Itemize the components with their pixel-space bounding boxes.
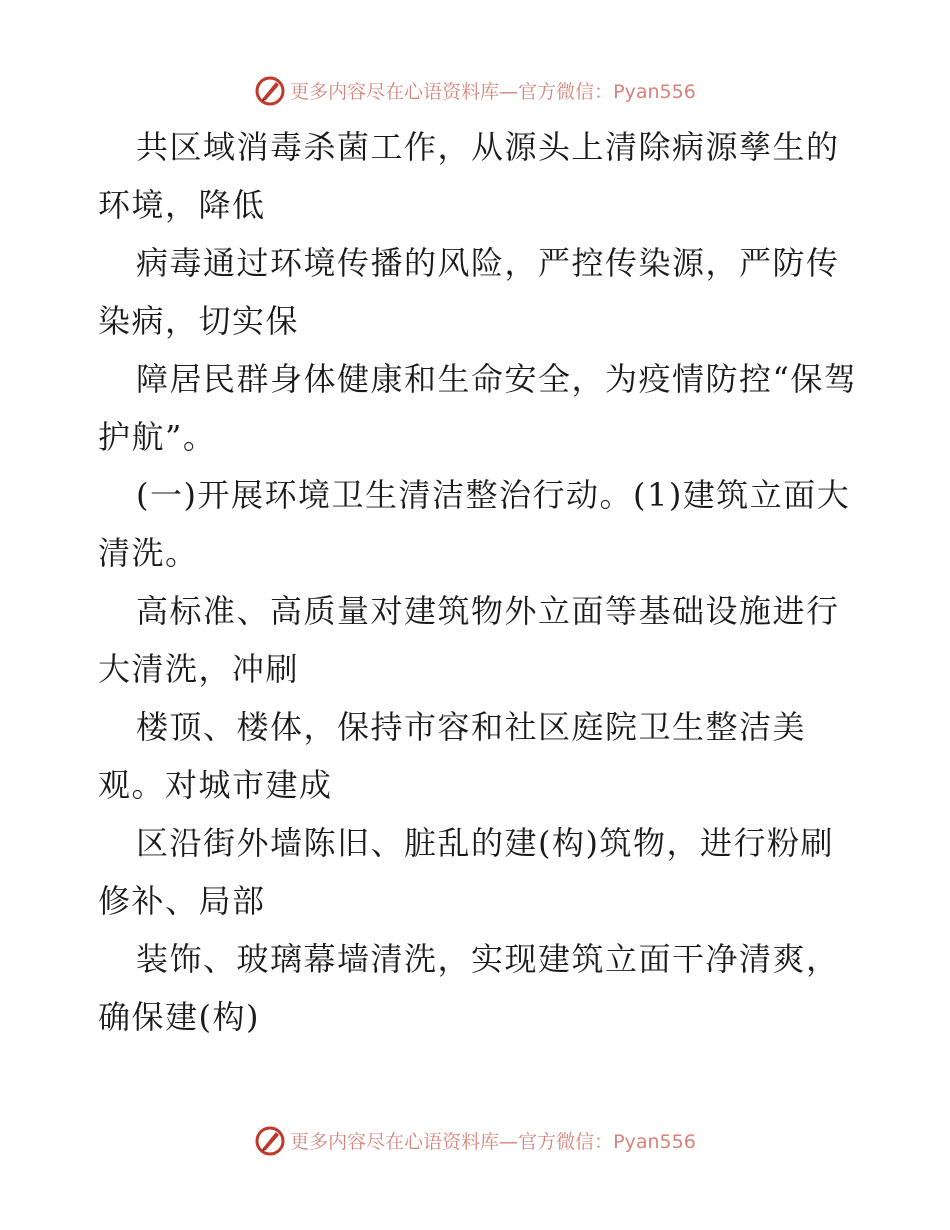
watermark-text: 更多内容尽在心语资料库—官方微信：Pyan556: [290, 80, 696, 103]
paragraph: 高标准、高质量对建筑物外立面等基础设施进行大清洗，冲刷: [98, 592, 840, 688]
paragraph: 楼顶、楼体，保持市容和社区庭院卫生整洁美观。对城市建成: [98, 708, 807, 804]
watermark-text: 更多内容尽在心语资料库—官方微信：Pyan556: [290, 1130, 696, 1153]
pen-logo-icon: [254, 74, 286, 106]
paragraph: 装饰、玻璃幕墙清洗，实现建筑立面干净清爽，确保建(构): [98, 940, 840, 1036]
footer-watermark: [0, 1120, 950, 1160]
paragraph: 障居民群身体健康和生命安全，为疫情防控“保驾护航”。: [98, 360, 858, 456]
paragraph: 病毒通过环境传播的风险，严控传染源，严防传染病，切实保: [98, 244, 840, 340]
paragraph: 共区域消毒杀菌工作，从源头上清除病源孳生的环境，降低: [98, 128, 840, 224]
pen-logo-icon: [254, 1124, 286, 1156]
paragraph: (一)开展环境卫生清洁整治行动。(1)建筑立面大清洗。: [98, 476, 851, 572]
paragraph: 区沿街外墙陈旧、脏乱的建(构)筑物，进行粉刷修补、局部: [98, 824, 834, 920]
document-body: [98, 118, 858, 1046]
header-watermark: [0, 70, 950, 110]
